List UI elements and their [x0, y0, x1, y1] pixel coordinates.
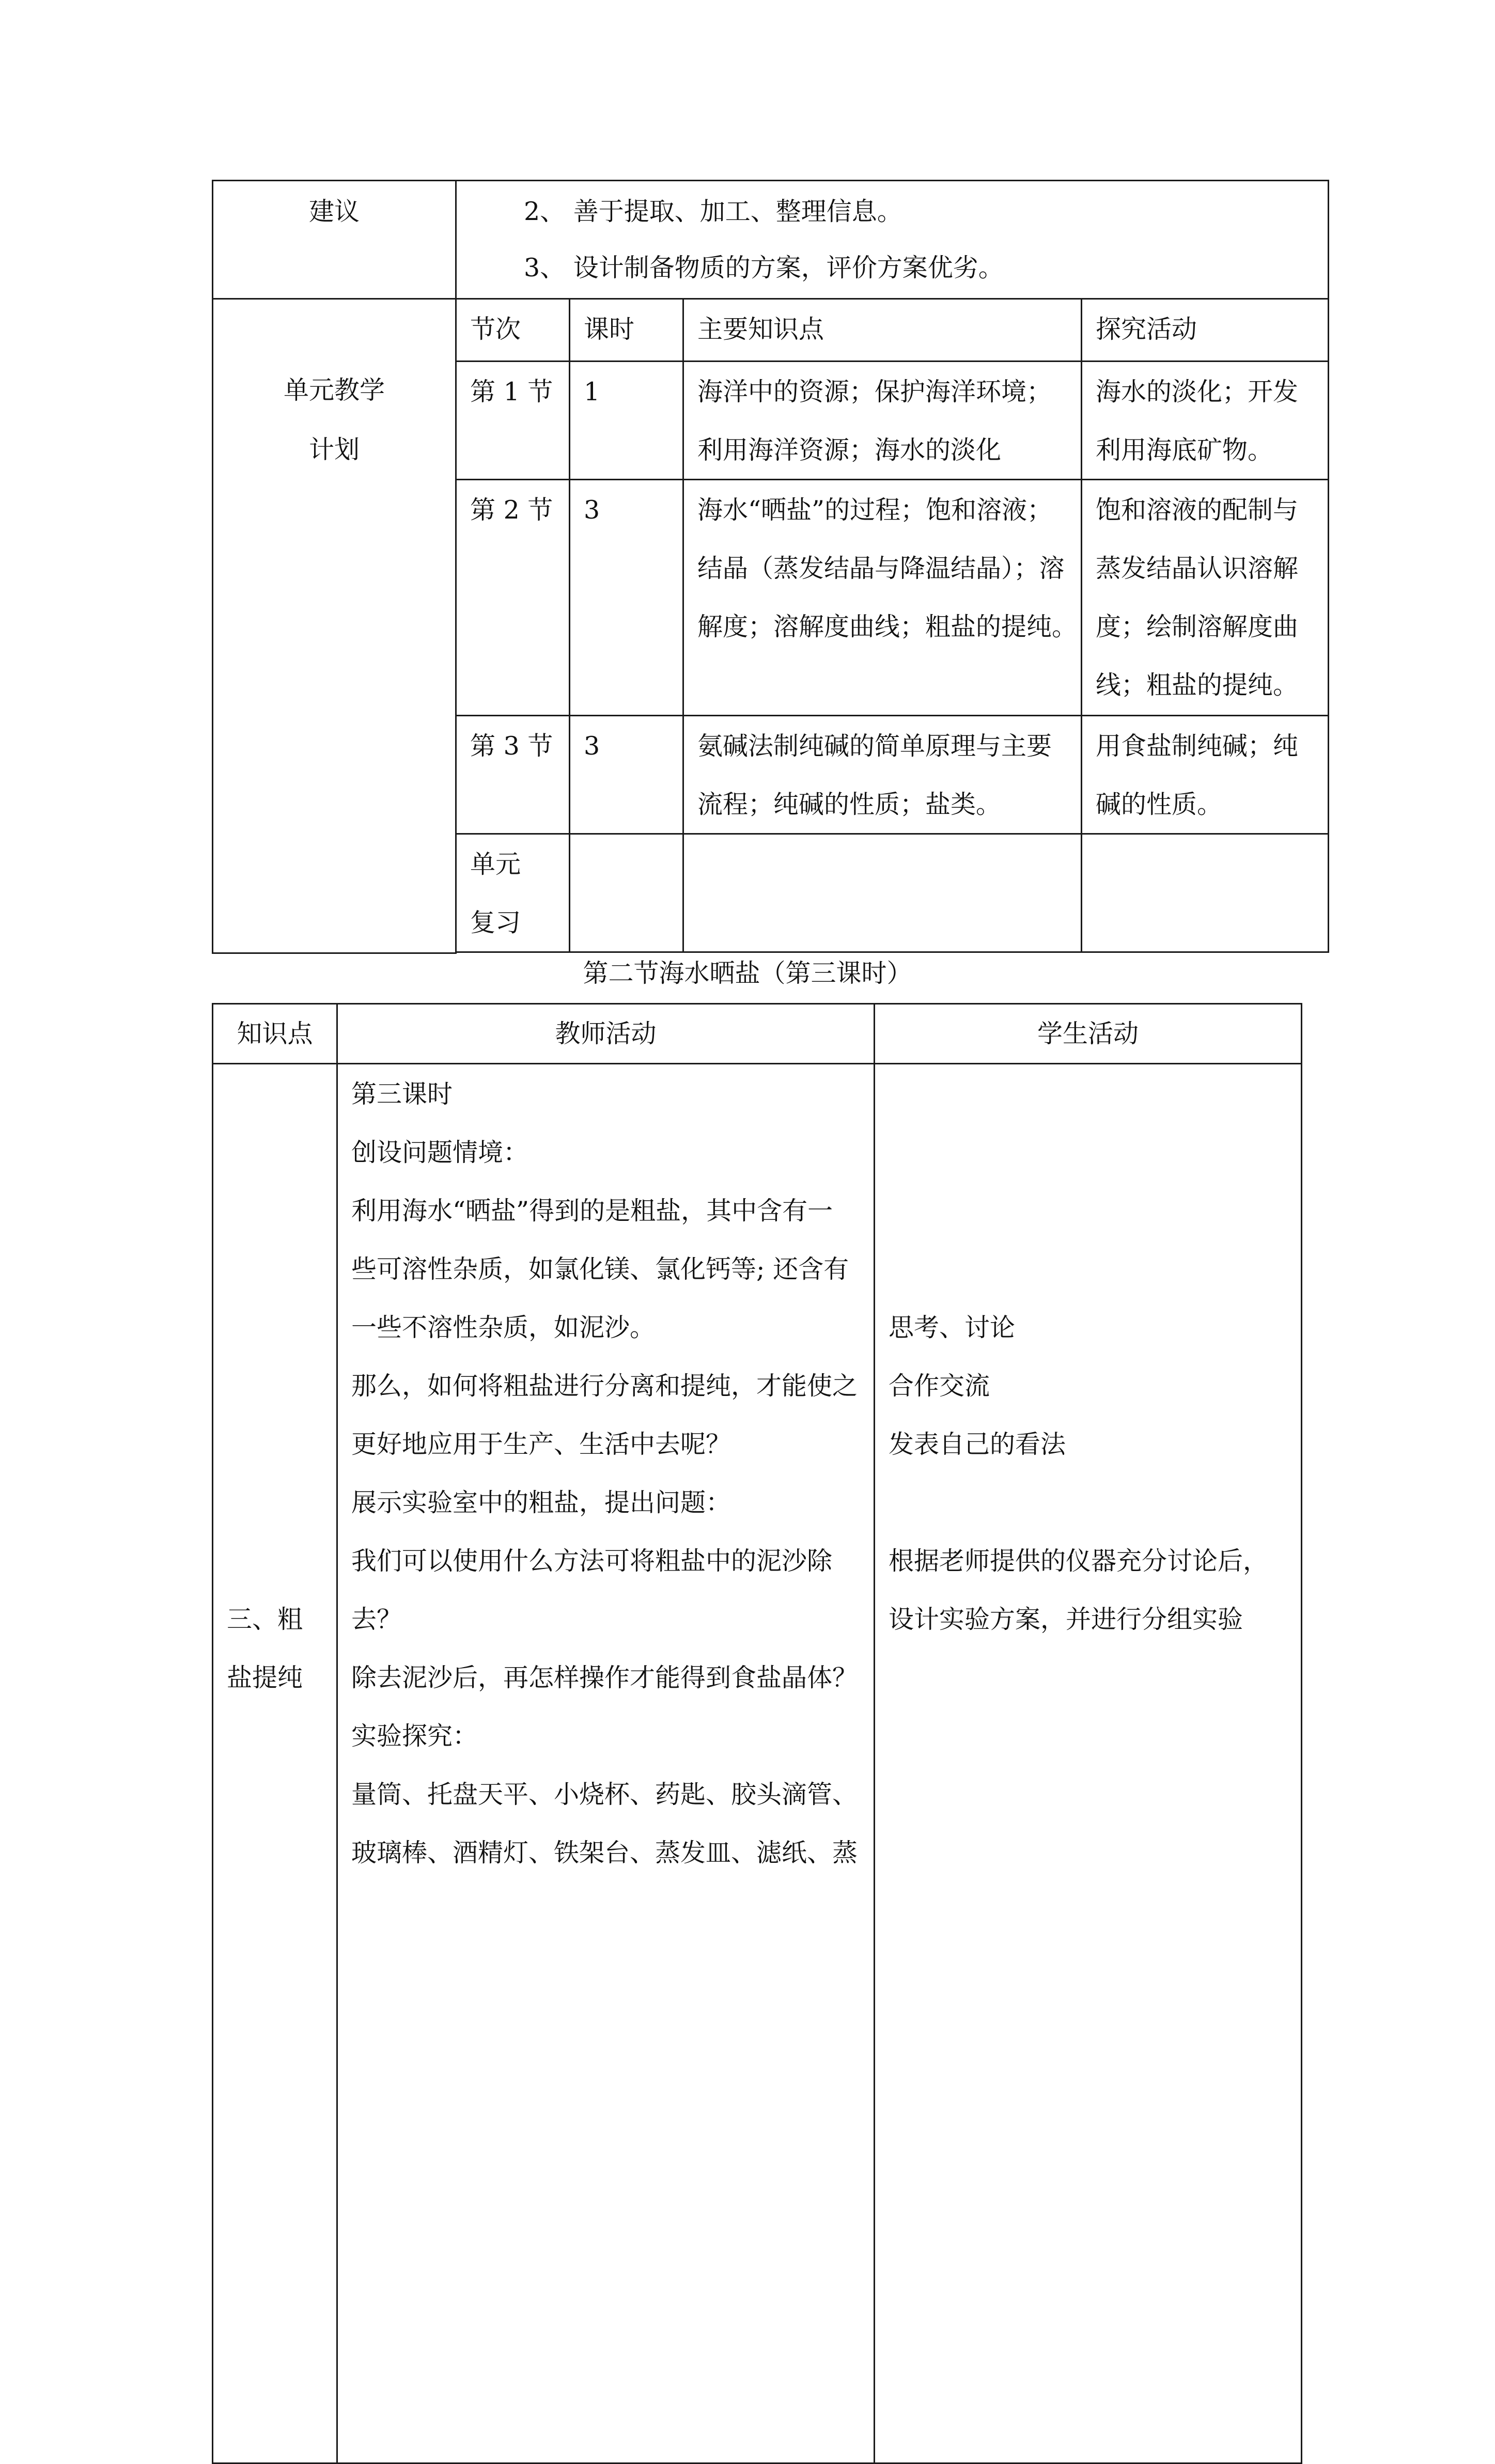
- advice-label-cell: [213, 181, 456, 299]
- teacher-line: 创设问题情境：: [351, 1138, 529, 1167]
- table-row: [213, 1064, 1302, 2463]
- student-line: [889, 1123, 1301, 1181]
- section-cell: [456, 834, 570, 952]
- col-header-activity: 探究活动: [1082, 299, 1329, 362]
- knowledge-cell: [683, 834, 1082, 952]
- teacher-line: 第三课时: [351, 1079, 453, 1109]
- advice-line: 3、 设计制备物质的方案，评价方案优劣。: [524, 253, 1004, 283]
- knowledge-cell: [683, 480, 1082, 716]
- student-line: 合作交流: [889, 1371, 990, 1401]
- teacher-line: 更好地应用于生产、生活中去呢？: [351, 1430, 731, 1459]
- hours-cell: 3: [570, 480, 683, 716]
- teacher-line: 去？: [351, 1605, 402, 1634]
- unit-plan-label-cell: [213, 299, 456, 953]
- student-activity-cell: [875, 1064, 1302, 2463]
- hours-cell: [570, 834, 683, 952]
- activity-line: 碱的性质。: [1096, 790, 1223, 819]
- knowledge-line: 流程；纯碱的性质；盐类。: [697, 790, 1002, 819]
- student-line: [889, 1181, 1301, 1239]
- knowledge-cell: [683, 362, 1082, 480]
- section-cell: 第 2 节: [456, 480, 570, 716]
- col-header-knowledge-point: 知识点: [213, 1004, 337, 1064]
- section-line: 复习: [470, 908, 521, 937]
- col-header-section: 节次: [456, 299, 570, 362]
- lesson-table: [212, 1003, 1302, 2464]
- teacher-line: 我们可以使用什么方法可将粗盐中的泥沙除: [351, 1546, 833, 1576]
- section-cell: 第 1 节: [456, 362, 570, 480]
- activity-line: 蒸发结晶认识溶解: [1096, 554, 1299, 583]
- knowledge-line: 解度；溶解度曲线；粗盐的提纯。: [697, 612, 1078, 641]
- teacher-activity-cell: [337, 1064, 875, 2463]
- teacher-line: 实验探究：: [351, 1721, 478, 1751]
- activity-line: 饱和溶液的配制与: [1096, 495, 1299, 525]
- section-cell: 第 3 节: [456, 716, 570, 834]
- student-line: [889, 1239, 1301, 1298]
- col-header-knowledge: 主要知识点: [683, 299, 1082, 362]
- teacher-line: 些可溶性杂质，如氯化镁、氯化钙等; 还含有: [351, 1254, 849, 1284]
- col-header-student: 学生活动: [875, 1004, 1302, 1064]
- section-line: 单元: [470, 850, 521, 879]
- advice-line: 2、 善于提取、加工、整理信息。: [524, 197, 902, 226]
- knowledge-cell: [683, 716, 1082, 834]
- col-header-teacher: 教师活动: [337, 1004, 875, 1064]
- col-header-hours: 课时: [570, 299, 683, 362]
- student-line: 发表自己的看法: [889, 1430, 1066, 1459]
- activity-cell: [1082, 716, 1329, 834]
- knowledge-line: 海洋中的资源；保护海洋环境；: [697, 377, 1052, 406]
- student-line: 设计实验方案，并进行分组实验: [889, 1605, 1243, 1634]
- teacher-line: 一些不溶性杂质，如泥沙。: [351, 1313, 656, 1342]
- activity-line: 海水的淡化；开发: [1096, 377, 1299, 406]
- knowledge-line: 海水“晒盐”的过程；饱和溶液；: [697, 495, 1053, 525]
- activity-line: 用食盐制纯碱；纯: [1096, 731, 1299, 761]
- student-line: [889, 1473, 1301, 1531]
- advice-label: 建议: [308, 197, 360, 226]
- knowledge-line: 利用海洋资源；海水的淡化: [697, 435, 1002, 465]
- knowledge-point-line: 盐提纯: [227, 1663, 303, 1692]
- hours-cell: 3: [570, 716, 683, 834]
- student-line: 根据老师提供的仪器充分讨论后，: [889, 1546, 1269, 1576]
- teacher-line: 利用海水“晒盐”得到的是粗盐，其中含有一: [351, 1196, 833, 1226]
- knowledge-line: 结晶（蒸发结晶与降温结晶）；溶: [697, 554, 1065, 583]
- teacher-line: 除去泥沙后，再怎样操作才能得到食盐晶体？: [351, 1663, 858, 1692]
- activity-line: 利用海底矿物。: [1096, 435, 1273, 465]
- knowledge-point-line: 三、粗: [227, 1605, 303, 1634]
- activity-line: 线；粗盐的提纯。: [1096, 670, 1299, 700]
- teacher-line: 玻璃棒、酒精灯、铁架台、蒸发皿、滤纸、蒸: [351, 1838, 858, 1867]
- activity-cell: [1082, 834, 1329, 952]
- activity-cell: [1082, 480, 1329, 716]
- section-title: 第二节海水晒盐（第三课时）: [583, 959, 912, 988]
- unit-plan-label-line: 计划: [308, 435, 360, 464]
- unit-plan-table: [212, 180, 1329, 954]
- unit-plan-label-line: 单元教学: [283, 375, 385, 405]
- student-line: 思考、讨论: [889, 1313, 1016, 1342]
- activity-line: 度；绘制溶解度曲: [1096, 612, 1299, 641]
- hours-cell: 1: [570, 362, 683, 480]
- knowledge-line: 氨碱法制纯碱的简单原理与主要: [697, 731, 1052, 761]
- teacher-line: 那么，如何将粗盐进行分离和提纯，才能使之: [351, 1371, 858, 1401]
- student-line: [889, 1064, 1301, 1123]
- knowledge-point-cell: [213, 1064, 337, 2463]
- advice-content-cell: [456, 181, 1329, 299]
- teacher-line: 量筒、托盘天平、小烧杯、药匙、胶头滴管、: [351, 1780, 858, 1809]
- activity-cell: [1082, 362, 1329, 480]
- teacher-line: 展示实验室中的粗盐，提出问题：: [351, 1488, 731, 1517]
